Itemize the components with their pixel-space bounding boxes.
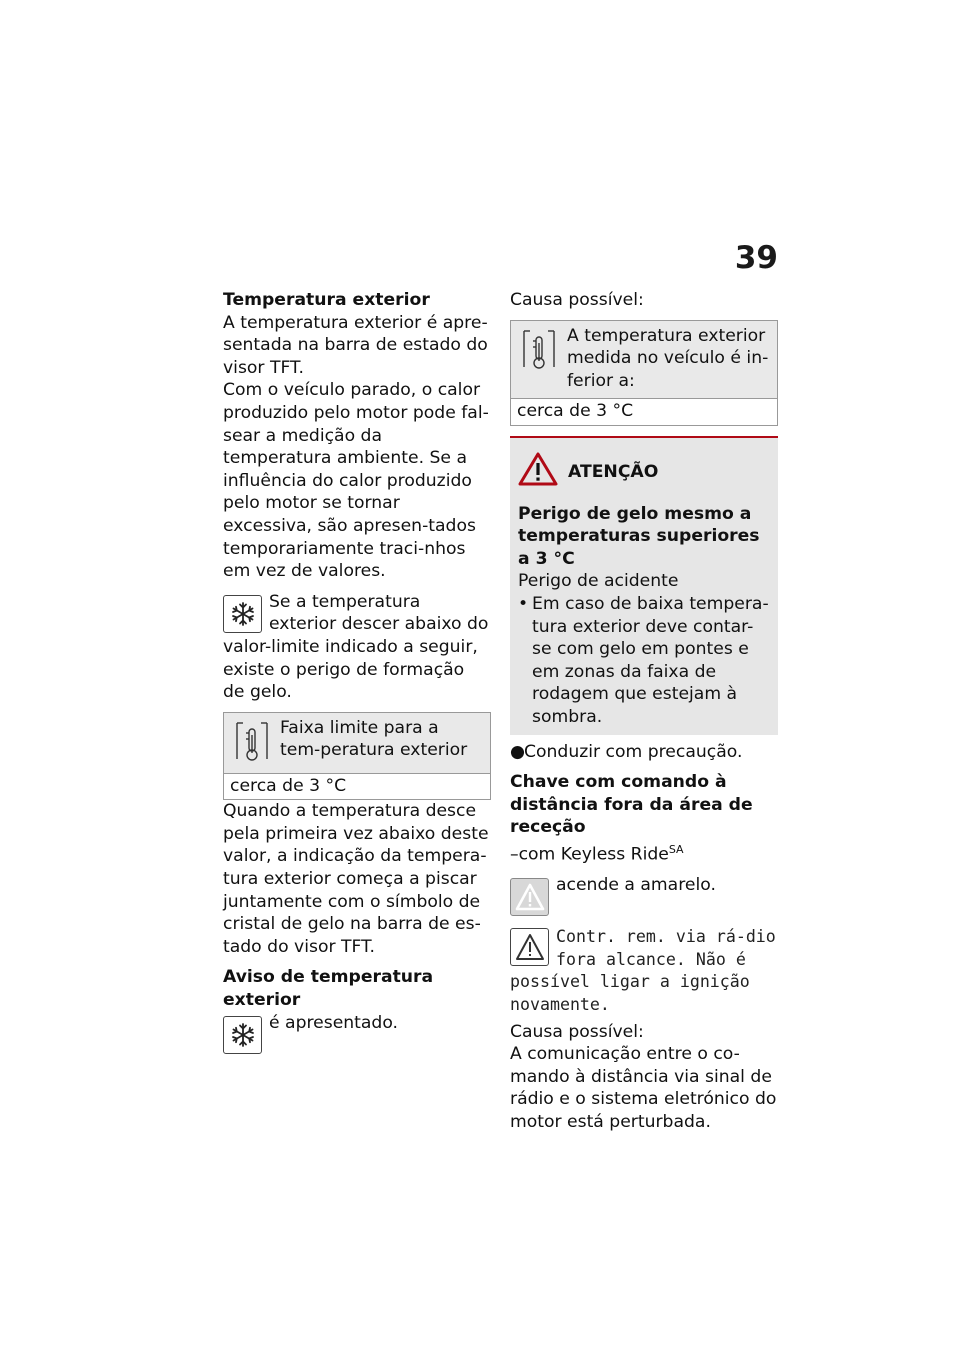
paragraph: é apresentado. xyxy=(269,1012,399,1033)
bullet-dot-icon: • xyxy=(518,593,529,614)
section-heading-outside-temperature: Temperatura exterior xyxy=(223,290,430,310)
section-heading-remote-key: Chave com comando à distância fora da área de receção xyxy=(510,772,753,838)
left-column xyxy=(223,289,491,1056)
warning-bullet-text: Em caso de baixa tempera-tura exterior deve contar-se com gelo em pontes e em zonas da faixa de rodagem que estejam à sombra. xyxy=(532,593,769,727)
table-header-text: A temperatura exterior medida no veículo é in-ferior a: xyxy=(567,325,769,391)
display-message: Contr. rem. via rá-dio fora alcance. Não é possível ligar a ignição novamente. xyxy=(510,927,776,1014)
thermometer-icon xyxy=(234,719,274,767)
keyless-ride-text: –com Keyless Ride xyxy=(510,844,669,865)
icon-description: acende a amarelo. xyxy=(556,875,716,896)
thermometer-icon xyxy=(521,327,561,375)
paragraph: A temperatura exterior é apre-sentada na barra de estado do visor TFT. xyxy=(223,312,488,378)
action-dot-icon: ● xyxy=(510,741,525,762)
cause-label: Causa possível: xyxy=(510,1021,644,1042)
warning-title-row xyxy=(518,452,770,493)
limit-table xyxy=(223,712,491,801)
right-column xyxy=(510,289,778,1134)
action-text: Conduzir com precaução. xyxy=(524,741,743,762)
display-message-paragraph xyxy=(510,926,778,1016)
section-heading-temperature-warning: Aviso de temperatura exterior xyxy=(223,967,434,1011)
ice-warning-paragraph xyxy=(223,591,491,704)
warning-subtitle: Perigo de acidente xyxy=(518,571,679,592)
warning-block xyxy=(510,436,778,735)
warning-triangle-icon xyxy=(510,878,549,916)
table-value: cerca de 3 °C xyxy=(224,773,490,800)
paragraph: Se a temperatura exterior descer abaixo do valor-limite indicado a seguir, existe o perigo de formação de gelo. xyxy=(223,591,489,703)
keyless-ride-sup: SA xyxy=(668,842,684,856)
table-value: cerca de 3 °C xyxy=(511,398,777,425)
paragraph: Com o veículo parado, o calor produzido pelo motor pode fal-sear a medição da temperatura ambiente. Se a influência do calor produzido pelo motor se tornar excessiva, são apresen-tados temporariamente traci-nhos em vez de valores. xyxy=(223,380,489,582)
cause-text: A comunicação entre o co-mando à distância via sinal de rádio e o sistema eletrónico do motor está perturbada. xyxy=(510,1044,777,1132)
page-number: 39 xyxy=(734,240,778,276)
table-header xyxy=(511,321,777,399)
table-header-text: Faixa limite para a tem-peratura exterior xyxy=(280,717,468,761)
table-header xyxy=(224,713,490,773)
warning-headline: Perigo de gelo mesmo a temperaturas superiores a 3 °C xyxy=(518,503,760,569)
keyless-ride-line xyxy=(510,839,778,866)
measured-temperature-table xyxy=(510,320,778,426)
warning-title: ATENÇÃO xyxy=(568,461,659,482)
paragraph: Quando a temperatura desce pela primeira vez abaixo deste valor, a indicação da tempera-tura exterior começa a piscar juntamente com o símbolo de cristal de gelo na barra de es-tado do visor TFT. xyxy=(223,801,489,957)
snowflake-icon xyxy=(223,595,262,633)
action-item xyxy=(510,741,778,764)
temperature-warning-paragraph xyxy=(223,1012,491,1035)
yellow-warning-paragraph xyxy=(510,874,778,897)
warning-triangle-icon xyxy=(510,928,549,966)
snowflake-icon xyxy=(223,1016,262,1054)
warning-bullet xyxy=(518,593,770,729)
warning-triangle-icon xyxy=(518,452,558,493)
cause-label: Causa possível: xyxy=(510,290,644,310)
